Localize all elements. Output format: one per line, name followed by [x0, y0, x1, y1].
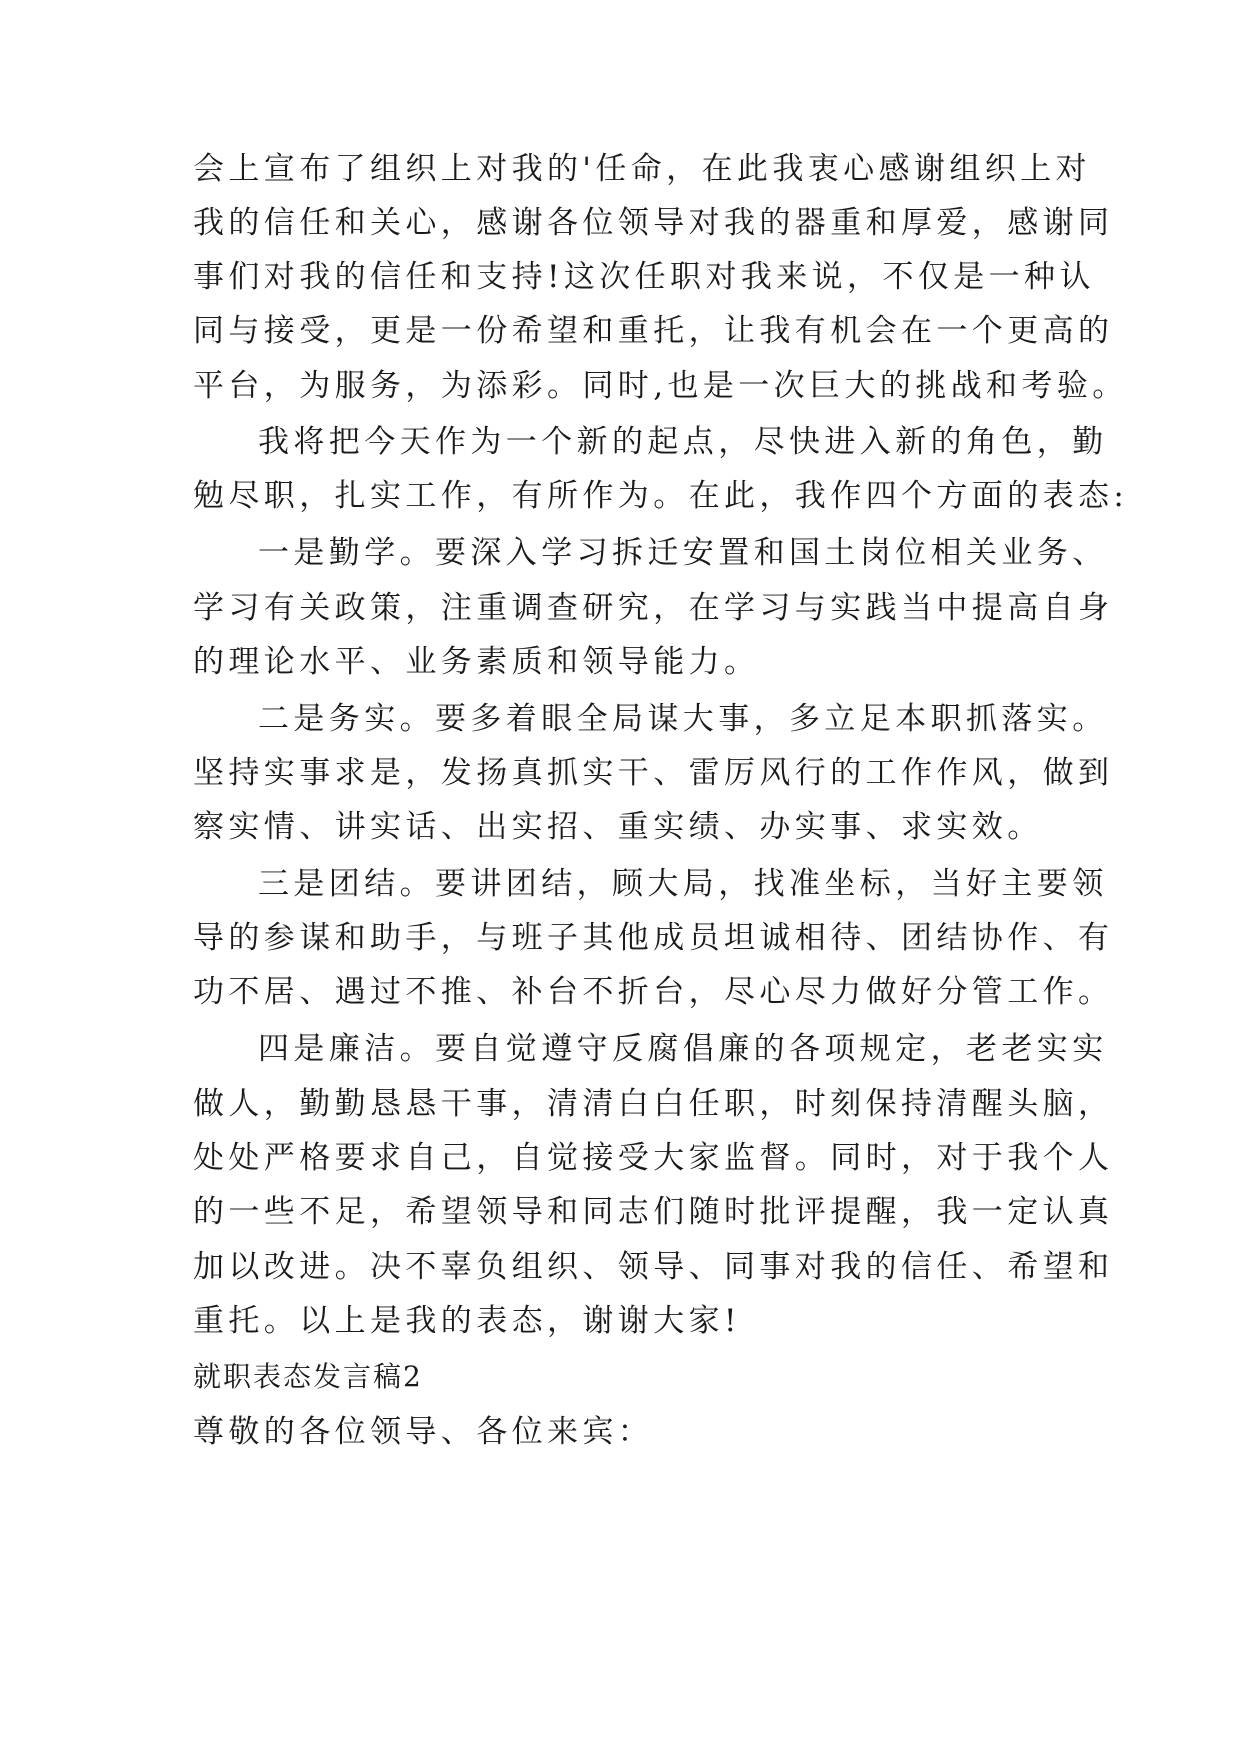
- text-line: 二是务实。要多着眼全局谋大事，多立足本职抓落实。: [258, 701, 1108, 737]
- text-line: 我将把今天作为一个新的起点，尽快进入新的角色，勤: [258, 424, 1108, 460]
- text-line: 的理论水平、业务素质和领导能力。: [193, 644, 760, 680]
- text-line: 事们对我的信任和支持!这次任职对我来说，不仅是一种认: [193, 259, 1095, 295]
- section-title: 就职表态发言稿2: [193, 1360, 423, 1393]
- text-line: 我的信任和关心，感谢各位领导对我的器重和厚爱，感谢同: [193, 205, 1114, 241]
- text-line: 做人，勤勤恳恳干事，清清白白任职，时刻保持清醒头脑，: [193, 1086, 1114, 1122]
- text-line: 平台，为服务，为添彩。同时,也是一次巨大的挑战和考验。: [193, 368, 1128, 404]
- text-line: 重托。以上是我的表态，谢谢大家!: [193, 1303, 741, 1339]
- text-line: 加以改进。决不辜负组织、领导、同事对我的信任、希望和: [193, 1249, 1114, 1285]
- text-line: 导的参谋和助手，与班子其他成员坦诚相待、团结协作、有: [193, 920, 1114, 956]
- text-line: 学习有关政策，注重调查研究，在学习与实践当中提高自身: [193, 590, 1114, 626]
- text-line: 会上宣布了组织上对我的'任命，在此我衷心感谢组织上对: [193, 151, 1091, 187]
- text-line: 处处严格要求自己，自觉接受大家监督。同时，对于我个人: [193, 1140, 1114, 1176]
- text-line: 功不居、遇过不推、补台不折台，尽心尽力做好分管工作。: [193, 974, 1114, 1010]
- text-line: 察实情、讲实话、出实招、重实绩、办实事、求实效。: [193, 809, 1043, 845]
- text-line: 的一些不足，希望领导和同志们随时批评提醒，我一定认真: [193, 1194, 1114, 1230]
- salutation: 尊敬的各位领导、各位来宾：: [193, 1414, 654, 1450]
- text-line: 勉尽职，扎实工作，有所作为。在此，我作四个方面的表态:: [193, 478, 1129, 514]
- text-line: 同与接受，更是一份希望和重托，让我有机会在一个更高的: [193, 313, 1114, 349]
- text-line: 四是廉洁。要自觉遵守反腐倡廉的各项规定，老老实实: [258, 1031, 1108, 1067]
- text-line: 三是团结。要讲团结，顾大局，找准坐标，当好主要领: [258, 866, 1108, 902]
- text-line: 一是勤学。要深入学习拆迁安置和国土岗位相关业务、: [258, 535, 1108, 571]
- text-line: 坚持实事求是，发扬真抓实干、雷厉风行的工作作风，做到: [193, 755, 1114, 791]
